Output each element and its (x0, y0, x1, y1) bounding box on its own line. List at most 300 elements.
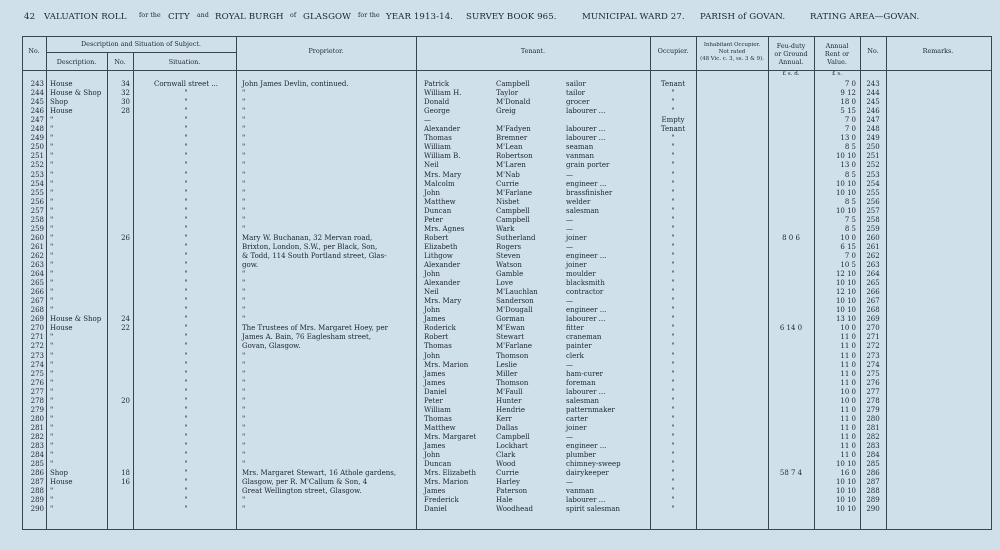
cell-occupation: contractor (566, 288, 604, 297)
col-header-occupier: Occupier. (657, 47, 689, 55)
cell-occupation: labourer ... (566, 496, 606, 505)
cell-occupier: " (671, 233, 675, 242)
cell-situation: " (184, 378, 188, 387)
cell-occupier: " (671, 378, 675, 387)
cell-tenant-last: Currie (496, 179, 519, 188)
cell-proprietor: " (242, 297, 246, 306)
cell-proprietor: " (242, 116, 246, 125)
cell-tenant-last: M'Farlane (496, 188, 533, 197)
cell-situation: " (184, 505, 188, 514)
cell-tenant-last: Currie (496, 469, 519, 478)
cell-rent: 8 5 (844, 143, 856, 152)
cell-no: 281 (30, 423, 44, 432)
cell-occupier: " (671, 405, 675, 414)
cell-occupier: " (671, 315, 675, 324)
cell-no: 255 (30, 188, 44, 197)
cell-no: 244 (30, 89, 44, 98)
cell-no-right: 280 (866, 414, 880, 423)
cell-description: " (50, 224, 54, 233)
cell-tenant-first: Donald (424, 98, 450, 107)
cell-description: " (50, 378, 54, 387)
cell-description: " (50, 505, 54, 514)
cell-rent: 10 10 (835, 188, 856, 197)
cell-situation: " (184, 179, 188, 188)
cell-tenant-first: Matthew (424, 423, 456, 432)
cell-description: Shop (50, 469, 68, 478)
cell-situation: " (184, 324, 188, 333)
cell-description: " (50, 442, 54, 450)
cell-rent: 7 0 (844, 80, 856, 88)
cell-situation: " (184, 460, 188, 469)
cell-occupation: spirit salesman (566, 505, 620, 514)
cell-proprietor: " (242, 161, 246, 170)
cell-occupation: joiner (566, 261, 587, 269)
cell-no-right: 251 (866, 152, 880, 161)
cell-feu-duty: 8 0 6 (782, 233, 800, 242)
cell-rent: 10 10 (835, 496, 856, 505)
col-header-feu-1: Feu-duty (776, 42, 806, 50)
cell-situation: " (184, 315, 188, 324)
cell-tenant-first: Elizabeth (424, 242, 458, 251)
cell-rent: 11 0 (840, 423, 856, 432)
cell-occupation: vanman (566, 152, 594, 161)
col-divider (768, 36, 769, 529)
cell-rent: 10 10 (835, 152, 856, 161)
cell-num: 22 (121, 324, 130, 333)
cell-occupier: " (671, 478, 675, 487)
cell-occupation: moulder (566, 270, 596, 279)
cell-rent: 10 0 (840, 233, 856, 242)
col-header-inhabitant-2: Not rated (718, 49, 746, 55)
cell-no-right: 276 (866, 378, 880, 387)
cell-occupier: " (671, 360, 675, 369)
cell-rent: 11 0 (840, 360, 856, 369)
cell-no: 287 (30, 478, 44, 487)
cell-description: " (50, 179, 54, 188)
cell-no-right: 256 (866, 197, 880, 206)
cell-rent: 8 5 (844, 170, 856, 179)
cell-situation: " (184, 206, 188, 215)
cell-rent: 11 0 (840, 333, 856, 342)
col-divider (696, 36, 697, 529)
cell-tenant-first: James (424, 315, 446, 324)
cell-occupier: " (671, 107, 675, 116)
cell-tenant-last: Sanderson (496, 297, 534, 306)
cell-occupier: " (671, 460, 675, 469)
cell-tenant-first: John (424, 451, 441, 460)
cell-no: 267 (30, 297, 44, 306)
cell-rent: 13 10 (835, 315, 856, 324)
cell-no: 257 (30, 206, 44, 215)
cell-occupation: painter (566, 342, 592, 351)
cell-no: 280 (30, 414, 44, 423)
cell-proprietor: Great Wellington street, Glasgow. (242, 487, 362, 496)
cell-occupier: " (671, 333, 675, 342)
cell-tenant-first: James (424, 369, 446, 378)
cell-rent: 10 10 (835, 306, 856, 315)
cell-tenant-last: Taylor (496, 89, 519, 98)
cell-tenant-last: Hale (496, 496, 513, 505)
col-header-num: No. (114, 58, 126, 66)
cell-rent: 10 10 (835, 279, 856, 288)
cell-no-right: 289 (866, 496, 880, 505)
cell-proprietor: " (242, 315, 246, 324)
cell-description: House (50, 478, 73, 487)
cell-occupier: " (671, 270, 675, 279)
cell-tenant-last: Paterson (496, 487, 528, 496)
cell-tenant-first: William B. (424, 152, 461, 161)
cell-description: " (50, 451, 54, 460)
cell-no: 269 (30, 315, 44, 324)
cell-description: " (50, 134, 54, 143)
cell-description: " (50, 405, 54, 414)
col-divider (860, 36, 861, 529)
cell-num: 32 (121, 89, 130, 98)
cell-tenant-first: John (424, 188, 441, 197)
cell-no-right: 290 (866, 505, 880, 514)
cell-situation: " (184, 351, 188, 360)
cell-no-right: 285 (866, 460, 880, 469)
cell-tenant-last: Wood (496, 460, 516, 469)
col-header-feu-3: Annual. (778, 58, 804, 66)
cell-occupation: labourer ... (566, 387, 606, 396)
cell-tenant-last: Steven (496, 251, 521, 260)
cell-num: 26 (121, 233, 130, 242)
cell-tenant-first: Alexander (424, 261, 461, 269)
cell-proprietor: & Todd, 114 South Portland street, Glas- (242, 251, 387, 260)
cell-tenant-last: Harley (496, 478, 520, 487)
cell-tenant-first: Peter (424, 396, 443, 405)
cell-description: House & Shop (50, 89, 102, 98)
cell-description: " (50, 270, 54, 279)
cell-no-right: 250 (866, 143, 880, 152)
cell-no: 289 (30, 496, 44, 505)
col-header-remarks: Remarks. (922, 47, 954, 55)
survey-book: SURVEY BOOK 965. (466, 12, 557, 22)
cell-occupation: plumber (566, 451, 596, 460)
col-divider (107, 52, 108, 529)
cell-description: House & Shop (50, 315, 102, 324)
cell-proprietor: " (242, 288, 246, 297)
cell-situation: " (184, 288, 188, 297)
cell-tenant-first: Robert (424, 233, 449, 242)
cell-situation: " (184, 161, 188, 170)
cell-no: 266 (30, 288, 44, 297)
cell-no-right: 286 (866, 469, 880, 478)
cell-description: " (50, 297, 54, 306)
title-royal-burgh: ROYAL BURGH (215, 12, 284, 22)
cell-tenant-first: Lithgow (424, 251, 453, 260)
cell-tenant-last: M'Donald (496, 98, 531, 107)
cell-rent: 8 5 (844, 197, 856, 206)
cell-occupier: " (671, 351, 675, 360)
cell-rent: 11 0 (840, 378, 856, 387)
cell-no: 282 (30, 432, 44, 441)
cell-occupation: craneman (566, 333, 602, 342)
cell-proprietor: Mary W. Buchanan, 32 Mervan road, (242, 233, 373, 242)
cell-rent: 10 10 (835, 297, 856, 306)
cell-situation: " (184, 116, 188, 125)
title-and: and (197, 12, 209, 19)
cell-proprietor: John James Devlin, continued. (242, 80, 349, 88)
cell-rent: 10 10 (835, 460, 856, 469)
cell-situation: " (184, 306, 188, 315)
cell-no-right: 278 (866, 396, 880, 405)
cell-occupier: " (671, 342, 675, 351)
col-divider (46, 36, 47, 529)
cell-rent: 11 0 (840, 451, 856, 460)
cell-proprietor: " (242, 125, 246, 134)
cell-description: House (50, 80, 73, 88)
title-valuation-roll: VALUATION ROLL (44, 12, 127, 22)
cell-tenant-last: Robertson (496, 152, 533, 161)
cell-description: " (50, 143, 54, 152)
cell-tenant-last: M'Lauchlan (496, 288, 538, 297)
cell-proprietor: " (242, 224, 246, 233)
cell-description: " (50, 423, 54, 432)
cell-proprietor: " (242, 432, 246, 441)
cell-occupier: " (671, 179, 675, 188)
cell-no-right: 282 (866, 432, 880, 441)
cell-situation: " (184, 342, 188, 351)
cell-no-right: 277 (866, 387, 880, 396)
cell-proprietor: " (242, 414, 246, 423)
col-header-feu-units: £ s. d. (782, 71, 800, 77)
cell-situation: " (184, 107, 188, 116)
cell-no: 264 (30, 270, 44, 279)
cell-proprietor: " (242, 387, 246, 396)
cell-occupier: " (671, 143, 675, 152)
cell-tenant-first: Mrs. Marion (424, 478, 469, 487)
cell-occupation: blacksmith (566, 279, 605, 288)
cell-description: " (50, 206, 54, 215)
cell-no: 261 (30, 242, 44, 251)
cell-no-right: 268 (866, 306, 880, 315)
cell-proprietor: " (242, 188, 246, 197)
cell-occupier: " (671, 161, 675, 170)
cell-rent: 12 10 (835, 270, 856, 279)
cell-rent: 10 0 (840, 396, 856, 405)
cell-tenant-first: Neil (424, 288, 439, 297)
cell-rent: 11 0 (840, 405, 856, 414)
cell-tenant-first: Patrick (424, 80, 450, 88)
cell-proprietor: Govan, Glasgow. (242, 342, 301, 351)
cell-no: 272 (30, 342, 44, 351)
cell-proprietor: Glasgow, per R. M'Callum & Son, 4 (242, 478, 368, 487)
cell-description: " (50, 251, 54, 260)
cell-proprietor: " (242, 152, 246, 161)
cell-occupier: " (671, 396, 675, 405)
cell-occupier: " (671, 306, 675, 315)
cell-no: 268 (30, 306, 44, 315)
cell-description: Shop (50, 98, 68, 107)
cell-occupier: " (671, 188, 675, 197)
cell-occupation: — (566, 478, 573, 487)
cell-tenant-last: Nisbet (496, 197, 520, 206)
cell-description: " (50, 116, 54, 125)
cell-description: " (50, 242, 54, 251)
cell-situation: " (184, 261, 188, 269)
cell-proprietor: " (242, 396, 246, 405)
cell-tenant-last: Thomson (496, 351, 529, 360)
cell-rent: 13 0 (840, 161, 856, 170)
municipal-ward: MUNICIPAL WARD 27. (582, 12, 685, 22)
cell-proprietor: " (242, 496, 246, 505)
cell-proprietor: " (242, 197, 246, 206)
cell-no: 263 (30, 261, 44, 269)
cell-no: 260 (30, 233, 44, 242)
cell-occupation: engineer ... (566, 442, 607, 450)
cell-proprietor: " (242, 279, 246, 288)
cell-tenant-last: Watson (496, 261, 522, 269)
cell-description: House (50, 107, 73, 116)
cell-tenant-first: Robert (424, 333, 449, 342)
cell-no-right: 287 (866, 478, 880, 487)
cell-proprietor: " (242, 460, 246, 469)
cell-tenant-first: Alexander (424, 125, 461, 134)
col-header-rent-3: Value. (827, 58, 847, 66)
cell-rent: 7 0 (844, 125, 856, 134)
row-divider (46, 52, 236, 53)
cell-occupier: " (671, 288, 675, 297)
cell-description: " (50, 460, 54, 469)
cell-tenant-last: Gorman (496, 315, 525, 324)
cell-situation: " (184, 242, 188, 251)
cell-tenant-first: Mrs. Margaret (424, 432, 477, 441)
cell-tenant-first: John (424, 351, 441, 360)
cell-no-right: 273 (866, 351, 880, 360)
cell-rent: 13 0 (840, 134, 856, 143)
cell-no-right: 270 (866, 324, 880, 333)
cell-occupier: " (671, 224, 675, 233)
cell-num: 34 (121, 80, 130, 88)
cell-no-right: 259 (866, 224, 880, 233)
cell-description: " (50, 215, 54, 224)
cell-rent: 16 0 (840, 469, 856, 478)
cell-situation: " (184, 188, 188, 197)
cell-tenant-last: Wark (496, 224, 515, 233)
cell-tenant-first: Thomas (424, 414, 452, 423)
cell-occupier: " (671, 89, 675, 98)
cell-proprietor: " (242, 505, 246, 514)
cell-no-right: 244 (866, 89, 880, 98)
cell-no-right: 243 (866, 80, 880, 88)
cell-proprietor: " (242, 143, 246, 152)
cell-proprietor: Brixton, London, S.W., per Black, Son, (242, 242, 378, 251)
cell-tenant-first: Mrs. Marion (424, 360, 469, 369)
col-header-proprietor: Proprietor. (308, 47, 344, 55)
cell-tenant-last: Greig (496, 107, 516, 116)
cell-no: 277 (30, 387, 44, 396)
cell-tenant-first: Daniel (424, 505, 447, 514)
cell-situation: " (184, 469, 188, 478)
cell-situation: " (184, 251, 188, 260)
cell-occupation: — (566, 360, 573, 369)
cell-description: " (50, 342, 54, 351)
cell-situation: " (184, 297, 188, 306)
cell-occupation: labourer ... (566, 125, 606, 134)
cell-occupier: " (671, 369, 675, 378)
cell-description: " (50, 396, 54, 405)
cell-description: " (50, 125, 54, 134)
cell-proprietor: " (242, 442, 246, 450)
rating-area: RATING AREA—GOVAN. (810, 12, 920, 22)
cell-occupier: Empty (661, 116, 685, 125)
cell-tenant-last: M'Lean (496, 143, 523, 152)
cell-no-right: 281 (866, 423, 880, 432)
cell-rent: 10 0 (840, 387, 856, 396)
cell-no-right: 266 (866, 288, 880, 297)
cell-situation: " (184, 487, 188, 496)
col-header-rent-1: Annual (825, 42, 849, 50)
cell-no-right: 261 (866, 242, 880, 251)
title-glasgow: GLASGOW (303, 12, 352, 22)
cell-proprietor: " (242, 179, 246, 188)
cell-no: 248 (30, 125, 44, 134)
cell-situation: " (184, 496, 188, 505)
cell-occupier: " (671, 442, 675, 450)
cell-tenant-last: Rogers (496, 242, 522, 251)
col-header-no: No. (28, 47, 40, 55)
cell-proprietor: " (242, 405, 246, 414)
cell-tenant-first: Mrs. Mary (424, 297, 462, 306)
cell-no-right: 265 (866, 279, 880, 288)
cell-tenant-first: Duncan (424, 460, 452, 469)
cell-occupier: " (671, 324, 675, 333)
cell-tenant-first: Duncan (424, 206, 452, 215)
col-divider (650, 36, 651, 529)
cell-no: 274 (30, 360, 44, 369)
cell-occupation: labourer ... (566, 134, 606, 143)
cell-no-right: 262 (866, 251, 880, 260)
cell-occupier: " (671, 487, 675, 496)
cell-no: 290 (30, 505, 44, 514)
cell-no: 278 (30, 396, 44, 405)
cell-tenant-last: Miller (496, 369, 518, 378)
cell-situation: " (184, 333, 188, 342)
col-header-description-group: Description and Situation of Subject. (81, 40, 201, 48)
cell-tenant-last: Campbell (496, 215, 530, 224)
cell-rent: 8 5 (844, 224, 856, 233)
cell-proprietor: " (242, 206, 246, 215)
cell-tenant-first: James (424, 487, 446, 496)
cell-no-right: 252 (866, 161, 880, 170)
cell-occupation: salesman (566, 396, 600, 405)
col-header-rent-2: Rent or (824, 50, 850, 58)
cell-tenant-first: Peter (424, 215, 443, 224)
cell-tenant-last: Clark (496, 451, 516, 460)
cell-rent: 9 12 (840, 89, 856, 98)
cell-rent: 10 10 (835, 478, 856, 487)
cell-tenant-last: Stewart (496, 333, 525, 342)
cell-num: 16 (121, 478, 130, 487)
cell-proprietor: " (242, 270, 246, 279)
cell-occupation: — (566, 224, 573, 233)
cell-no-right: 254 (866, 179, 880, 188)
cell-description: " (50, 432, 54, 441)
cell-proprietor: " (242, 378, 246, 387)
cell-tenant-first: James (424, 442, 446, 450)
cell-situation: " (184, 98, 188, 107)
cell-no-right: 272 (866, 342, 880, 351)
cell-tenant-last: M'Fadyen (496, 125, 531, 134)
cell-tenant-first: Mrs. Elizabeth (424, 469, 476, 478)
cell-tenant-last: M'Ewan (496, 324, 525, 333)
cell-no-right: 257 (866, 206, 880, 215)
cell-description: " (50, 279, 54, 288)
cell-num: 20 (121, 396, 130, 405)
cell-occupier: " (671, 242, 675, 251)
